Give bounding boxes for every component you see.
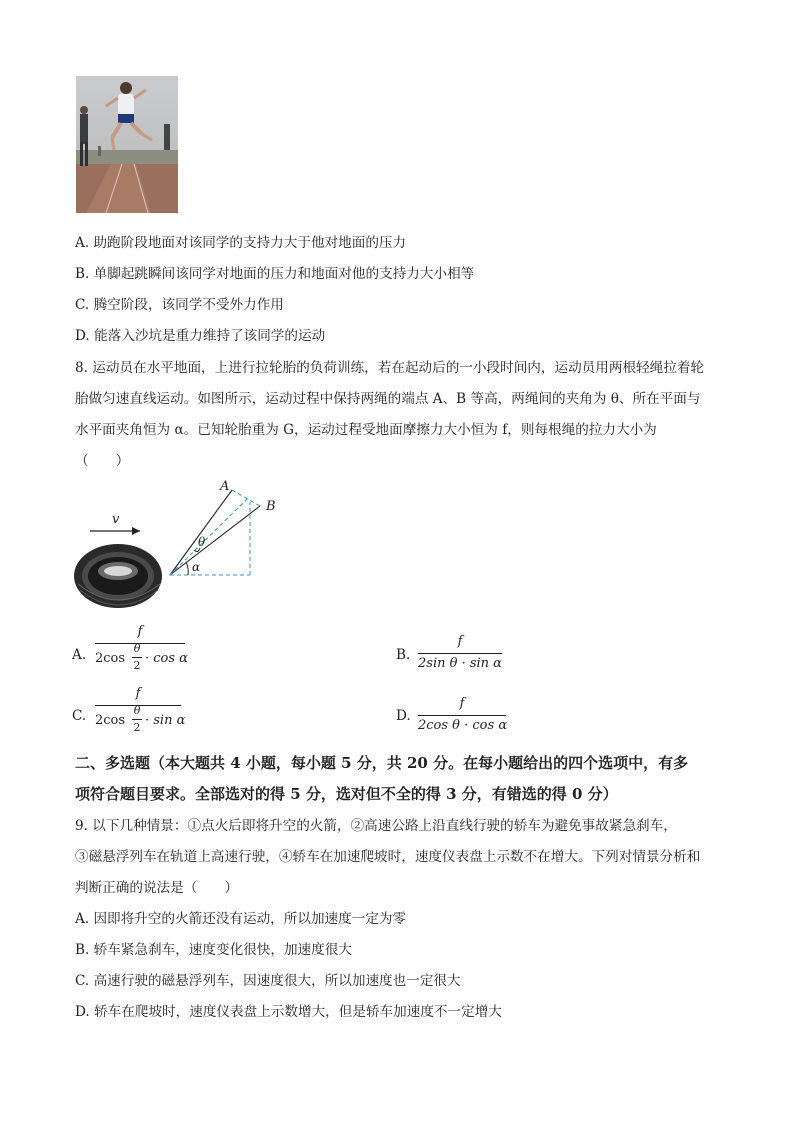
theta-label: θ	[198, 535, 206, 549]
point-a-label: A	[220, 479, 230, 494]
point-b-label: B	[266, 499, 276, 514]
q8-option-d-label: D.	[396, 708, 411, 724]
q8-stem-line4: （ ）	[75, 453, 130, 469]
q9-stem-line1: 9. 以下几种情景：①点火后即将升空的火箭，②高速公路上沿直线行驶的轿车为避免事故紧急刹车，	[75, 818, 677, 834]
q7-option-a: A. 助跑阶段地面对该同学的支持力大于他对地面的压力	[75, 235, 407, 251]
q8-option-d-fraction: f 2cos θ · cos α	[418, 696, 508, 733]
q7-option-b: B. 单脚起跳瞬间该同学对地面的压力和地面对他的支持力大小相等	[75, 266, 475, 282]
q9-option-d: D. 轿车在爬坡时，速度仪表盘上示数增大，但是轿车加速度不一定增大	[75, 1004, 502, 1020]
q8-option-b-fraction: f 2sin θ · sin α	[418, 634, 502, 671]
section2-heading-line1: 二、多选题（本大题共 4 小题，每小题 5 分，共 20 分。在每小题给出的四个选项中，有多	[75, 754, 689, 772]
alpha-label: α	[192, 560, 201, 574]
q9-stem-line2: ③磁悬浮列车在轨道上高速行驶，④轿车在加速爬坡时，速度仪表盘上示数不在增大。下列对情景分析和	[75, 849, 701, 865]
q9-option-a: A. 因即将升空的火箭还没有运动，所以加速度一定为零	[75, 911, 407, 927]
q9-option-c: C. 高速行驶的磁悬浮列车，因速度很大，所以加速度也一定很大	[75, 973, 461, 989]
q7-option-c: C. 腾空阶段，该同学不受外力作用	[75, 297, 284, 313]
q8-stem-line1: 8. 运动员在水平地面，上进行拉轮胎的负荷训练，若在起动后的一小段时间内，运动员用两根轻绳拉着轮	[75, 360, 705, 376]
q8-option-c-label: C.	[72, 708, 87, 724]
q8-option-b-label: B.	[396, 647, 411, 663]
q8-stem-line2: 胎做匀速直线运动。如图所示，运动过程中保持两绳的端点 A、B 等高，两绳间的夹角为 θ、所在平面与	[75, 391, 701, 407]
q8-stem-line3: 水平面夹角恒为 α。已知轮胎重为 G，运动过程受地面摩擦力大小恒为 f，则每根绳的拉力大小为	[75, 422, 657, 438]
section2-heading-line2: 项符合题目要求。全部选对的得 5 分，选对但不全的得 3 分，有错选的得 0 分）	[75, 785, 618, 803]
q8-option-a-label: A.	[72, 647, 87, 663]
velocity-label: v	[112, 512, 120, 527]
tire-figure	[70, 476, 290, 621]
q9-option-b: B. 轿车紧急刹车，速度变化很快，加速度很大	[75, 942, 352, 958]
q8-option-c-fraction: f 2cos θ 2 · sin α	[95, 686, 186, 734]
long-jump-photo	[76, 76, 178, 213]
q9-stem-line3: 判断正确的说法是（ ）	[75, 880, 239, 896]
q8-option-a-fraction: f 2cos θ 2 · cos α	[95, 624, 188, 672]
q7-option-d: D. 能落入沙坑是重力维持了该同学的运动	[75, 328, 326, 344]
